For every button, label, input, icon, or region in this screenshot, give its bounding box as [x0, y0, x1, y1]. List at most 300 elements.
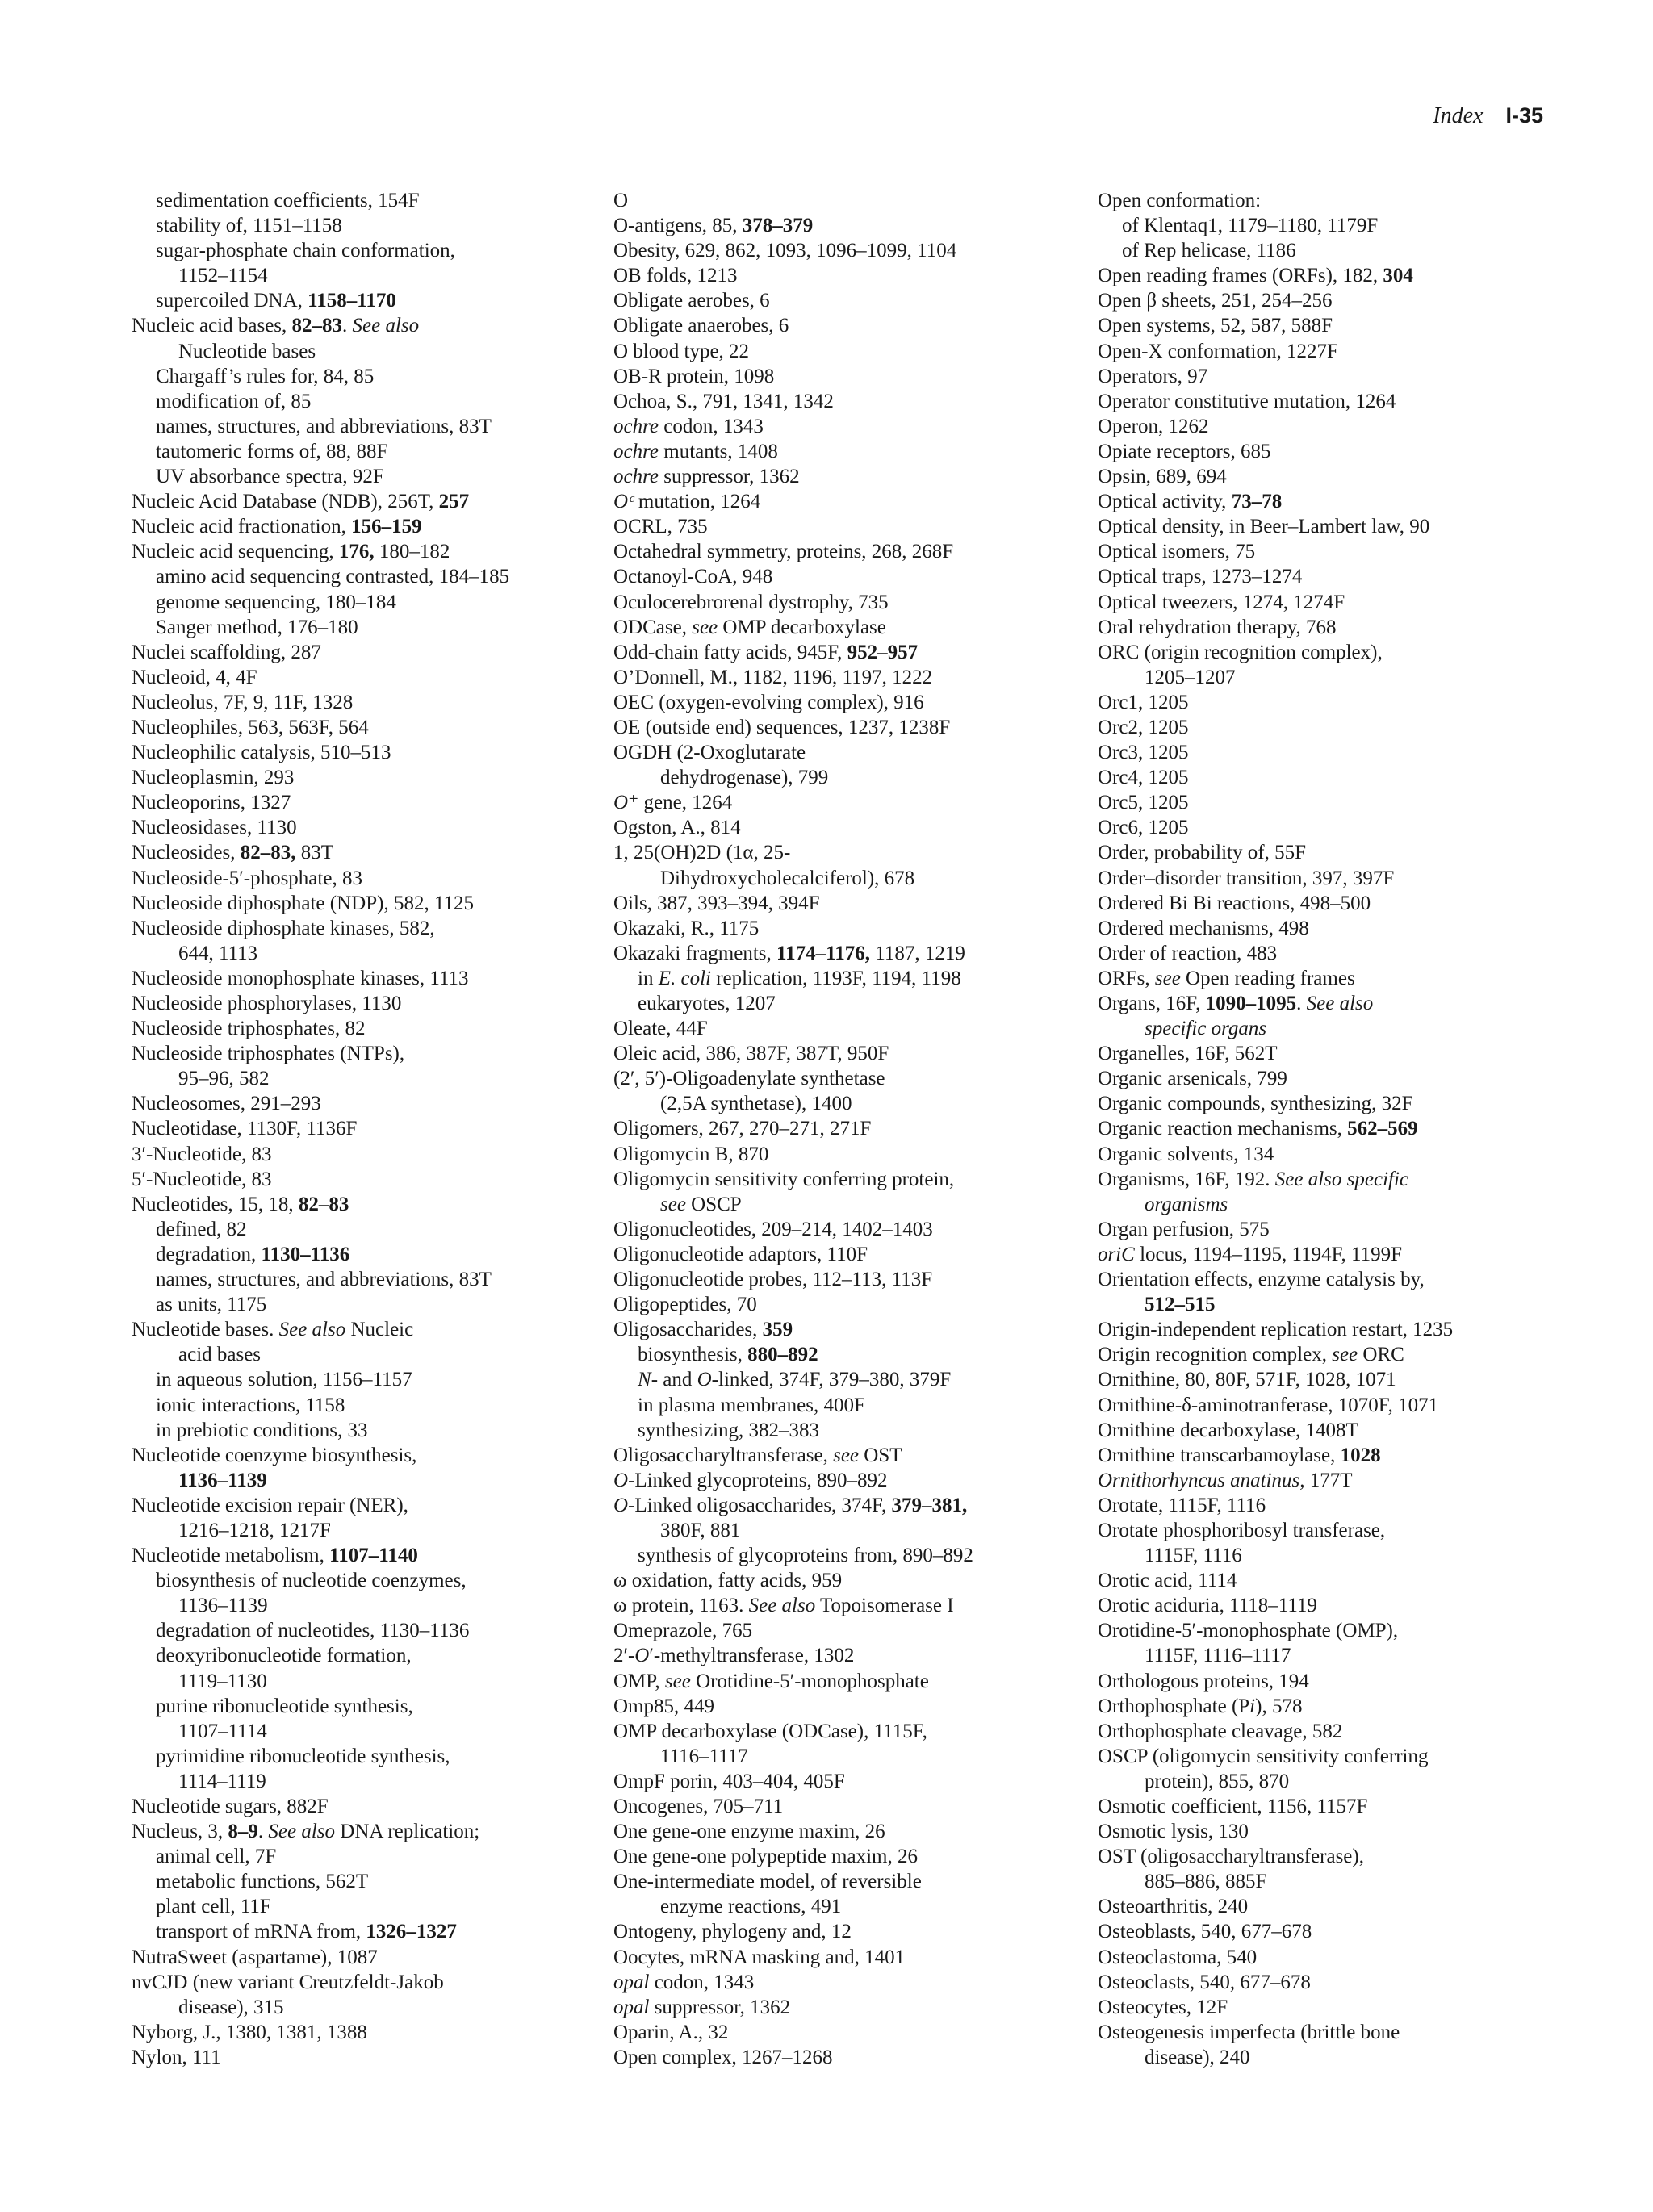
entry-text: Ordered mechanisms, 498 [1098, 917, 1309, 939]
index-entry [613, 1041, 973, 1066]
index-entry [1098, 564, 1453, 589]
index-entry [1098, 1468, 1453, 1493]
entry-text: nvCJD (new variant Creutzfeldt-Jakob [132, 1971, 444, 1993]
entry-text: ⁺ [628, 792, 639, 814]
entry-text: Organisms, 16F, 192. [1098, 1168, 1275, 1190]
entry-text: degradation, [156, 1243, 262, 1265]
index-entry [1098, 489, 1453, 514]
index-entry [1098, 1418, 1453, 1443]
entry-text: 82–83 [298, 1193, 349, 1215]
entry-text: Opiate receptors, 685 [1098, 440, 1271, 462]
index-entry [132, 941, 509, 966]
entry-text: 1115F, 1116–1117 [1145, 1645, 1291, 1667]
section-label: Index [1433, 103, 1484, 128]
entry-text: 1326–1327 [366, 1921, 457, 1943]
entry-text: Oligonucleotides, 209–214, 1402–1403 [613, 1218, 933, 1240]
entry-text: Optical activity, [1098, 491, 1232, 513]
entry-text: OSCP (oligomycin sensitivity conferring [1098, 1745, 1429, 1767]
entry-text: N [638, 1369, 651, 1391]
index-entry [1098, 815, 1453, 840]
index-entry [613, 313, 973, 338]
index-entry [613, 765, 973, 790]
entry-text: Oligomycin sensitivity conferring protein, [613, 1168, 955, 1190]
entry-text: Ornithine transcarbamoylase, [1098, 1444, 1341, 1466]
index-entry [613, 1694, 973, 1719]
entry-text: . [257, 1821, 269, 1843]
entry-text: metabolic functions, 562T [156, 1871, 369, 1893]
index-entry [132, 1819, 509, 1844]
entry-text: Orc4, 1205 [1098, 767, 1189, 789]
index-entry [613, 1794, 973, 1819]
index-entry [613, 590, 973, 615]
entry-text: Nucleophiles, 563, 563F, 564 [132, 716, 369, 738]
entry-text: Osteocytes, 12F [1098, 1996, 1228, 2018]
entry-text: Oils, 387, 393–394, 394F [613, 892, 820, 914]
index-entry [613, 966, 973, 991]
index-entry [1098, 991, 1453, 1016]
index-entry [1098, 1970, 1453, 1995]
index-entry [1098, 665, 1453, 690]
entry-text: biosynthesis, [638, 1344, 748, 1366]
entry-text: OST (oligosaccharyltransferase), [1098, 1846, 1364, 1868]
index-entry [1098, 1694, 1453, 1719]
index-entry [132, 1769, 509, 1794]
entry-text: Obesity, 629, 862, 1093, 1096–1099, 1104 [613, 240, 957, 262]
index-entry [613, 1142, 973, 1167]
index-entry [132, 263, 509, 288]
index-entry [1098, 2045, 1453, 2070]
index-entry [613, 815, 973, 840]
entry-text: 95–96, 582 [178, 1068, 270, 1090]
entry-text: Ornithine decarboxylase, 1408T [1098, 1419, 1358, 1441]
index-entry [1098, 715, 1453, 740]
entry-text: suppressor, 1362 [659, 466, 800, 488]
entry-text: supercoiled DNA, [156, 290, 308, 312]
entry-text: Oleate, 44F [613, 1018, 708, 1040]
entry-text: oriC [1098, 1243, 1135, 1265]
index-entry [132, 690, 509, 715]
index-entry [613, 389, 973, 414]
entry-text: Organic reaction mechanisms, [1098, 1118, 1348, 1140]
entry-text: Nucleotide bases. [132, 1319, 279, 1341]
index-column-2 [613, 188, 973, 2070]
entry-text: 1107–1114 [178, 1720, 267, 1742]
index-entry [613, 339, 973, 364]
entry-text: Optical isomers, 75 [1098, 541, 1256, 563]
entry-text: ochre [613, 440, 659, 462]
entry-text: Operon, 1262 [1098, 415, 1209, 437]
index-entry [132, 514, 509, 539]
index-entry [1098, 439, 1453, 464]
entry-text: Organelles, 16F, 562T [1098, 1043, 1278, 1065]
index-entry [132, 765, 509, 790]
entry-text: O [613, 190, 629, 211]
entry-text: (2′, 5′)-Oligoadenylate synthetase [613, 1068, 885, 1090]
index-entry [1098, 1819, 1453, 1844]
entry-text: Open complex, 1267–1268 [613, 2046, 833, 2068]
index-entry [613, 1116, 973, 1141]
index-entry [613, 2045, 973, 2070]
index-entry [613, 615, 973, 640]
index-entry [132, 891, 509, 916]
entry-text: Organic solvents, 134 [1098, 1143, 1274, 1165]
index-entry [613, 188, 973, 213]
index-entry [613, 514, 973, 539]
index-entry [132, 1091, 509, 1116]
entry-text: in aqueous solution, 1156–1157 [156, 1369, 412, 1391]
entry-text: ODCase, [613, 616, 693, 638]
index-entry [132, 966, 509, 991]
index-entry [1098, 1945, 1453, 1970]
index-entry [1098, 1593, 1453, 1618]
entry-text: Nucleoplasmin, 293 [132, 767, 295, 789]
entry-text: Oocytes, mRNA masking and, 1401 [613, 1946, 906, 1968]
entry-text: Open reading frames (ORFs), 182, [1098, 265, 1383, 287]
entry-text: Osteoclasts, 540, 677–678 [1098, 1971, 1311, 1993]
index-entry [132, 640, 509, 665]
entry-text: Organs, 16F, [1098, 993, 1206, 1014]
index-entry [132, 1894, 509, 1919]
entry-text: Chargaff’s rules for, 84, 85 [156, 365, 375, 387]
entry-text: 562–569 [1347, 1118, 1418, 1140]
index-entry [613, 238, 973, 263]
entry-text: Odd-chain fatty acids, 945F, [613, 641, 847, 663]
entry-text: 180–182 [374, 541, 450, 563]
index-entry [1098, 389, 1453, 414]
entry-text: 82–83, [240, 842, 296, 864]
entry-text: see [664, 1670, 691, 1692]
entry-text: Omp85, 449 [613, 1695, 714, 1717]
index-entry [132, 1593, 509, 1618]
entry-text: Operator constitutive mutation, 1264 [1098, 390, 1396, 412]
index-entry [613, 1719, 973, 1744]
index-entry [132, 1719, 509, 1744]
index-entry [132, 1192, 509, 1217]
entry-text: Open β sheets, 251, 254–256 [1098, 290, 1333, 312]
index-entry [613, 740, 973, 765]
index-entry [132, 1041, 509, 1066]
entry-text: DNA replication; [335, 1821, 480, 1843]
entry-text: 176, [338, 541, 375, 563]
entry-text: 1205–1207 [1145, 666, 1236, 688]
entry-text: Orotidine-5′-monophosphate (OMP), [1098, 1620, 1399, 1642]
entry-text: 1114–1119 [178, 1770, 266, 1792]
entry-text: ω protein, 1163. [613, 1595, 749, 1617]
entry-text: see [692, 616, 718, 638]
index-entry [132, 1995, 509, 2020]
entry-text: 3′-Nucleotide, 83 [132, 1143, 272, 1165]
entry-text: Order, probability of, 55F [1098, 842, 1306, 864]
index-entry [613, 1919, 973, 1944]
entry-text: Okazaki, R., 1175 [613, 917, 760, 939]
index-entry [1098, 590, 1453, 615]
entry-text: genome sequencing, 180–184 [156, 591, 396, 613]
index-entry [132, 1317, 509, 1342]
index-entry [1098, 1919, 1453, 1944]
index-entry [613, 1267, 973, 1292]
index-entry [613, 1292, 973, 1317]
index-entry [613, 715, 973, 740]
index-entry [1098, 1342, 1453, 1367]
entry-text: O [697, 1369, 712, 1391]
index-entry [132, 615, 509, 640]
entry-text: OMP decarboxylase (ODCase), 1115F, [613, 1720, 927, 1742]
entry-text: ORC [1358, 1344, 1404, 1366]
index-entry [132, 590, 509, 615]
index-entry [613, 2020, 973, 2045]
index-entry [1098, 941, 1453, 966]
entry-text: 359 [762, 1319, 793, 1341]
entry-text: 1028 [1340, 1444, 1381, 1466]
index-entry [1098, 1066, 1453, 1091]
entry-text: mutants, 1408 [659, 440, 778, 462]
index-entry [1098, 1869, 1453, 1894]
entry-text: OST [859, 1444, 902, 1466]
entry-text: Oligonucleotide adaptors, 110F [613, 1243, 868, 1265]
entry-text: O [634, 1645, 650, 1667]
entry-text: -Linked oligosaccharides, 374F, [628, 1494, 892, 1516]
entry-text: Nucleoside diphosphate kinases, 582, [132, 917, 435, 939]
index-entry [132, 1744, 509, 1769]
index-entry [132, 1116, 509, 1141]
entry-text: Nyborg, J., 1380, 1381, 1388 [132, 2021, 367, 2043]
entry-text: Origin-independent replication restart, 1235 [1098, 1319, 1454, 1341]
entry-text: 82–83 [291, 315, 343, 337]
index-entry [613, 539, 973, 564]
entry-text: ionic interactions, 1158 [156, 1394, 345, 1416]
index-entry [132, 439, 509, 464]
entry-text: Nucleotides, 15, 18, [132, 1193, 299, 1215]
entry-text: See also [352, 315, 420, 337]
index-entry [132, 715, 509, 740]
index-entry [613, 439, 973, 464]
index-entry [613, 1769, 973, 1794]
entry-text: Oleic acid, 386, 387F, 387T, 950F [613, 1043, 889, 1065]
entry-text: Nucleosidases, 1130 [132, 817, 297, 839]
index-entry [132, 339, 509, 364]
index-entry [1098, 1192, 1453, 1217]
index-entry [132, 991, 509, 1016]
index-entry [613, 1844, 973, 1869]
index-entry [1098, 1643, 1453, 1668]
index-entry [132, 288, 509, 313]
index-entry [132, 539, 509, 564]
index-entry [132, 2045, 509, 2070]
index-entry [1098, 514, 1453, 539]
index-entry [613, 790, 973, 815]
entry-text: Nucleosides, [132, 842, 241, 864]
entry-text: Nucleic [345, 1319, 414, 1341]
index-entry [132, 564, 509, 589]
entry-text: Osteoarthritis, 240 [1098, 1896, 1249, 1918]
entry-text: Optical traps, 1273–1274 [1098, 566, 1303, 588]
entry-text: replication, 1193F, 1194, 1198 [710, 967, 961, 989]
entry-text: ′-methyltransferase, 1302 [649, 1645, 855, 1667]
entry-text: tautomeric forms of, 88, 88F [156, 440, 388, 462]
entry-text: One gene-one enzyme maxim, 26 [613, 1821, 885, 1843]
entry-text: Optical tweezers, 1274, 1274F [1098, 591, 1345, 613]
entry-text: O’Donnell, M., 1182, 1196, 1197, 1222 [613, 666, 933, 688]
entry-text: OGDH (2-Oxoglutarate [613, 742, 806, 764]
index-entry [132, 665, 509, 690]
entry-text: 1119–1130 [178, 1670, 267, 1692]
index-entry [1098, 866, 1453, 891]
entry-text: degradation of nucleotides, 1130–1136 [156, 1620, 470, 1642]
index-entry [1098, 213, 1453, 238]
entry-text: ᶜ [628, 491, 634, 513]
entry-text: Osmotic coefficient, 1156, 1157F [1098, 1796, 1368, 1817]
index-entry [613, 1945, 973, 1970]
entry-text: 512–515 [1145, 1294, 1216, 1316]
entry-text: enzyme reactions, 491 [660, 1896, 842, 1918]
index-entry [613, 1217, 973, 1242]
index-entry [1098, 916, 1453, 941]
running-header [1433, 103, 1543, 136]
entry-text: Ochoa, S., 791, 1341, 1342 [613, 390, 834, 412]
index-entry [613, 1393, 973, 1418]
entry-text: opal [613, 1996, 650, 2018]
index-entry [132, 1443, 509, 1468]
entry-text: disease), 240 [1145, 2046, 1250, 2068]
entry-text: 304 [1383, 265, 1413, 287]
index-entry [613, 1643, 973, 1668]
entry-text: in prebiotic conditions, 33 [156, 1419, 368, 1441]
index-entry [1098, 1016, 1453, 1041]
entry-text: plant cell, 11F [156, 1896, 271, 1918]
entry-text: Sanger method, 176–180 [156, 616, 358, 638]
entry-text: 1130–1136 [261, 1243, 350, 1265]
index-entry [1098, 1844, 1453, 1869]
index-entry [613, 213, 973, 238]
entry-text: 644, 1113 [178, 942, 258, 964]
index-entry [132, 389, 509, 414]
entry-text: OEC (oxygen-evolving complex), 916 [613, 691, 924, 713]
entry-text: 1158–1170 [308, 290, 396, 312]
index-entry [613, 941, 973, 966]
entry-text: pyrimidine ribonucleotide synthesis, [156, 1745, 450, 1767]
index-entry [1098, 238, 1453, 263]
entry-text: Nucleosomes, 291–293 [132, 1093, 321, 1115]
index-entry [613, 1819, 973, 1844]
entry-text: See also [268, 1821, 336, 1843]
index-entry [1098, 1217, 1453, 1242]
index-entry [613, 288, 973, 313]
index-entry [1098, 464, 1453, 489]
index-entry [132, 1367, 509, 1392]
index-entry [132, 840, 509, 865]
index-entry [613, 1894, 973, 1919]
entry-text: Orc1, 1205 [1098, 691, 1189, 713]
index-entry [1098, 1618, 1453, 1643]
entry-text: Orthophosphate cleavage, 582 [1098, 1720, 1343, 1742]
entry-text: Open reading frames [1180, 967, 1355, 989]
entry-text: Osteoclastoma, 540 [1098, 1946, 1258, 1968]
entry-text: 379–381, [891, 1494, 968, 1516]
index-entry [613, 1995, 973, 2020]
entry-text: Nucleoporins, 1327 [132, 792, 291, 814]
index-entry [132, 1869, 509, 1894]
entry-text: . [342, 315, 353, 337]
index-column-3 [1098, 188, 1453, 2070]
entry-text: 8–9 [228, 1821, 258, 1843]
entry-text: 1136–1139 [178, 1595, 268, 1617]
entry-text: Open conformation: [1098, 190, 1262, 211]
index-entry [132, 1217, 509, 1242]
entry-text: Orotate, 1115F, 1116 [1098, 1494, 1266, 1516]
index-entry [613, 1543, 973, 1568]
entry-text: Nucleoside monophosphate kinases, 1113 [132, 967, 469, 989]
index-entry [132, 1242, 509, 1267]
entry-text: Organic arsenicals, 799 [1098, 1068, 1287, 1090]
index-entry [1098, 1393, 1453, 1418]
index-entry [132, 740, 509, 765]
entry-text: of Klentaq1, 1179–1180, 1179F [1122, 215, 1379, 237]
entry-text: Nucleotide excision repair (NER), [132, 1494, 408, 1516]
index-entry [1098, 263, 1453, 288]
entry-text: Nucleolus, 7F, 9, 11F, 1328 [132, 691, 354, 713]
index-entry [613, 866, 973, 891]
entry-text: 1107–1140 [329, 1545, 418, 1567]
index-entry [613, 1593, 973, 1618]
index-entry [613, 364, 973, 389]
entry-text: Nucleoside-5′-phosphate, 83 [132, 867, 362, 889]
index-entry [132, 1844, 509, 1869]
entry-text: -linked, 374F, 379–380, 379F [711, 1369, 952, 1391]
entry-text: 1, 25(OH)2D (1α, 25- [613, 842, 791, 864]
entry-text: Orotic aciduria, 1118–1119 [1098, 1595, 1317, 1617]
entry-text: Orthophosphate (P [1098, 1695, 1250, 1717]
entry-text: Oligomers, 267, 270–271, 271F [613, 1118, 872, 1140]
index-entry [1098, 1769, 1453, 1794]
index-entry [132, 1468, 509, 1493]
index-entry [613, 1167, 973, 1192]
entry-text: 378–379 [742, 215, 814, 237]
index-entry [613, 1418, 973, 1443]
index-entry [1098, 364, 1453, 389]
entry-text: protein), 855, 870 [1145, 1770, 1290, 1792]
entry-text: biosynthesis of nucleotide coenzymes, [156, 1570, 467, 1592]
entry-text: O [613, 491, 629, 513]
index-entry [1098, 188, 1453, 213]
index-entry [613, 665, 973, 690]
index-entry [132, 1643, 509, 1668]
entry-text: One-intermediate model, of reversible [613, 1871, 922, 1893]
index-entry [613, 1016, 973, 1041]
index-entry [1098, 690, 1453, 715]
entry-text: Ontogeny, phylogeny and, 12 [613, 1921, 852, 1943]
entry-text: transport of mRNA from, [156, 1921, 366, 1943]
index-entry [613, 1568, 973, 1593]
entry-text: 1187, 1219 [870, 942, 965, 964]
entry-text: Dihydroxycholecalciferol), 678 [660, 867, 915, 889]
entry-text: Orc6, 1205 [1098, 817, 1189, 839]
entry-text: - and [651, 1369, 697, 1391]
index-entry [132, 1919, 509, 1944]
entry-text: see [660, 1193, 686, 1215]
entry-text: OmpF porin, 403–404, 405F [613, 1770, 845, 1792]
entry-text: 1116–1117 [660, 1745, 748, 1767]
entry-text: 83T [295, 842, 333, 864]
entry-text: One gene-one polypeptide maxim, 26 [613, 1846, 918, 1868]
index-entry [132, 313, 509, 338]
index-entry [132, 238, 509, 263]
index-entry [132, 790, 509, 815]
entry-text: Oligopeptides, 70 [613, 1294, 757, 1316]
entry-text: Orc5, 1205 [1098, 792, 1189, 814]
entry-text: Osteoblasts, 540, 677–678 [1098, 1921, 1312, 1943]
index-entry [1098, 414, 1453, 439]
index-entry [613, 1091, 973, 1116]
